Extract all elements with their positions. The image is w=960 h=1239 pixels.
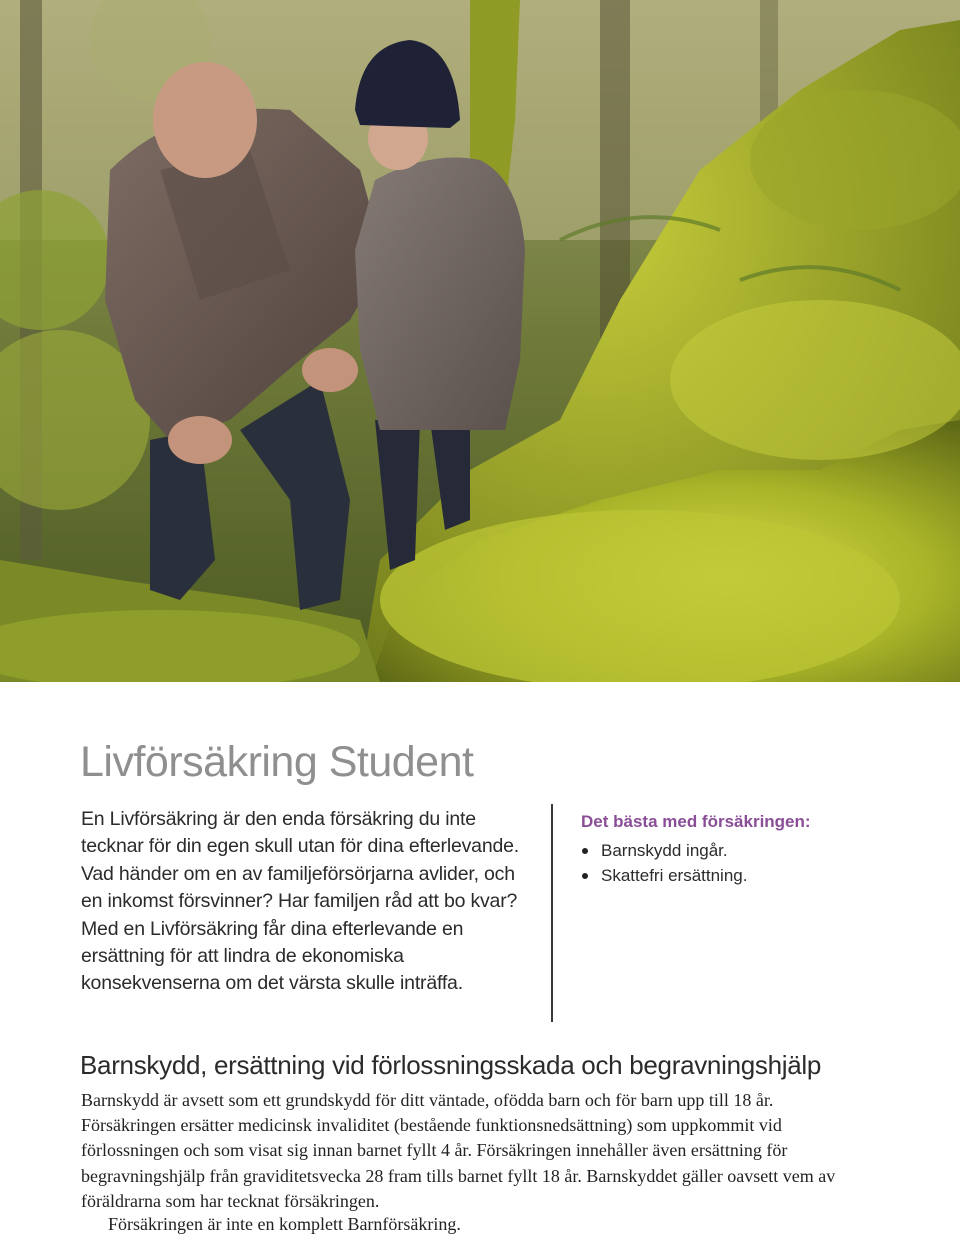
intro-paragraph: En Livförsäkring är den enda försäkring du inte tecknar för din egen skull utan för dina efterlevande. Vad händer om en av familjeförsörjarna avlider, och en inkomst försvinner? Har familjen råd att bo kvar? Med en Livförsäkring får dina efterlevande en ersättning för att lindra de ekonomiska konsekvenserna om det värsta skulle inträffa. — [81, 808, 519, 995]
benefit-label: Barnskydd ingår. — [601, 841, 728, 860]
bullet-icon — [582, 848, 588, 854]
list-item — [581, 838, 901, 863]
benefits-heading: Det bästa med försäkringen: — [581, 812, 811, 831]
column-divider — [551, 804, 553, 1022]
benefit-label: Skattefri ersättning. — [601, 866, 748, 885]
section-body: Barnskydd är avsett som ett grundskydd för ditt väntade, ofödda barn och för barn upp till 18 år. Försäkringen ersätter medicinsk invaliditet (bestående funktionsnedsättning) som uppkommit vid förlossningen och som visat sig innan barnet fyllt 4 år. Försäkringen innehåller även ersättning för begravningshjälp från graviditetsvecka 28 fram tills barnet fyllt 18 år. Barnskyddet gäller oavsett vem av föräldrarna som har tecknat försäkringen. — [81, 1090, 836, 1211]
section-note: Försäkringen är inte en komplett Barnförsäkring. — [108, 1214, 461, 1234]
page-title: Livförsäkring Student — [80, 738, 474, 786]
list-item — [581, 863, 901, 888]
bullet-icon — [582, 873, 588, 879]
benefits-box — [581, 812, 901, 888]
section-heading: Barnskydd, ersättning vid förlossningsskada och begravningshjälp — [80, 1050, 822, 1080]
benefits-list — [581, 838, 901, 888]
